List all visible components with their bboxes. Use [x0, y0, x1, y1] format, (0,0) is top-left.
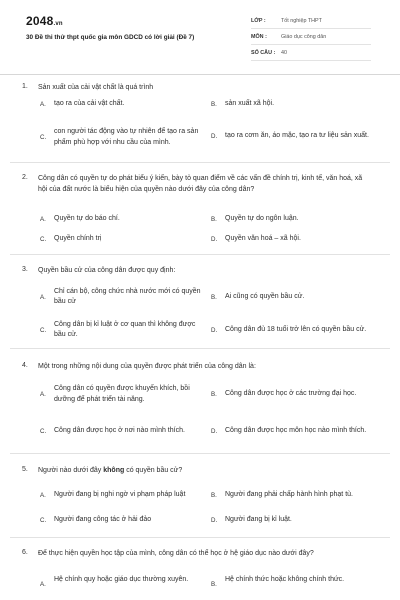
option-b[interactable]: [211, 383, 381, 405]
option-text: Quyền văn hoá – xã hội.: [225, 234, 301, 242]
option-letter: C.: [40, 235, 47, 243]
option-b[interactable]: [211, 575, 371, 597]
document-meta: [251, 13, 371, 61]
question-divider: [10, 348, 390, 349]
option-letter: A.: [40, 491, 46, 499]
option-letter: D.: [211, 326, 218, 334]
meta-key: MÔN :: [251, 33, 267, 40]
question-text-part: có quyền bầu cử?: [124, 467, 183, 474]
option-letter: D.: [211, 427, 218, 435]
option-letter: C.: [40, 326, 47, 334]
option-text: Hệ chính thức hoặc không chính thức.: [225, 576, 345, 583]
option-text: Người đang công tác ở hải đảo: [54, 515, 152, 523]
option-c[interactable]: [40, 121, 200, 154]
option-letter: A.: [40, 391, 46, 398]
option-letter: A.: [40, 581, 46, 588]
question-text: Công dân có quyền tự do phát biểu ý kiến, bày tỏ quan điểm về các vấn đề chính trị, kinh tế, văn hoá, xã hội của đất nước là biểu hiện của quyền nào dưới đây của công dân?: [38, 175, 363, 193]
option-text: Công dân được học ở nơi nào mình thích.: [54, 426, 185, 434]
option-letter: A.: [40, 101, 46, 108]
option-letter: C.: [40, 134, 47, 141]
option-text: Công dân đủ 18 tuổi trở lên có quyền bầu cử.: [225, 325, 367, 333]
option-d[interactable]: [211, 420, 381, 442]
meta-value: 40: [281, 49, 287, 56]
question-text: Một trong những nội dung của quyền được phát triển của công dân là:: [38, 363, 256, 370]
site-logo[interactable]: [26, 14, 63, 28]
meta-row-subject: [251, 29, 371, 45]
option-text: con người tác động vào tự nhiên để tạo ra sản phẩm phù hợp với nhu cầu của mình.: [54, 128, 199, 146]
option-text: Người đang phải chấp hành hình phạt tù.: [225, 490, 353, 498]
option-text: Công dân được học ở các trường đại học.: [225, 389, 357, 397]
meta-row-count: [251, 45, 371, 61]
option-a[interactable]: [40, 99, 190, 110]
option-c[interactable]: [40, 514, 200, 526]
option-d[interactable]: [211, 124, 376, 148]
option-a[interactable]: [40, 378, 200, 411]
question-emphasis: không: [103, 467, 125, 474]
question-divider: [10, 453, 390, 454]
question-text-part: Người nào dưới đây: [38, 467, 104, 474]
option-c[interactable]: [40, 319, 200, 341]
option-text: sản xuất xã hội.: [225, 100, 275, 108]
option-text: Chỉ cán bộ, công chức nhà nước mới có quyền bầu cử: [54, 287, 201, 305]
option-d[interactable]: [211, 514, 376, 526]
option-letter: B.: [211, 101, 217, 108]
meta-row-class: [251, 13, 371, 29]
question-number: 3.: [22, 266, 28, 273]
option-letter: D.: [211, 132, 218, 140]
option-letter: D.: [211, 516, 218, 524]
option-letter: D.: [211, 235, 218, 243]
question-divider: [10, 254, 390, 255]
question-number: 4.: [22, 362, 28, 369]
option-b[interactable]: [211, 99, 371, 110]
option-text: Quyền tự do ngôn luận.: [225, 214, 299, 222]
option-letter: B.: [211, 215, 217, 223]
question-text: [38, 466, 368, 477]
option-text: tạo ra của cải vật chất.: [54, 100, 125, 108]
option-d[interactable]: [211, 319, 381, 341]
option-a[interactable]: [40, 286, 205, 308]
option-letter: B.: [211, 581, 217, 588]
option-c[interactable]: [40, 233, 200, 245]
meta-value: Tốt nghiệp THPT: [281, 17, 322, 24]
question-text: Sản xuất của cải vật chất là quá trình: [38, 84, 154, 91]
option-text: Công dân bị kỉ luật ở cơ quan thì không được bầu cử.: [54, 320, 196, 338]
option-letter: B.: [211, 390, 217, 398]
option-letter: C.: [40, 516, 47, 524]
question-number: 1.: [22, 83, 28, 90]
option-text: Người đang bị kỉ luật.: [225, 515, 292, 523]
logo-tld: .vn: [53, 21, 63, 27]
question-number: 2.: [22, 174, 28, 181]
option-text: Người đang bị nghi ngờ vi phạm pháp luật: [54, 490, 186, 498]
option-letter: B.: [211, 293, 217, 301]
question-text: Để thực hiện quyền học tập của mình, công dân có thể học ở hệ giáo dục nào dưới đây?: [38, 550, 314, 557]
option-b[interactable]: [211, 213, 376, 225]
option-b[interactable]: [211, 484, 376, 506]
option-letter: A.: [40, 215, 46, 223]
question-divider: [10, 162, 390, 163]
logo-text: 2048: [26, 14, 54, 28]
meta-key: LỚP :: [251, 17, 266, 24]
option-a[interactable]: [40, 484, 200, 506]
option-text: Quyền tự do báo chí.: [54, 214, 120, 222]
document-title: 30 Đề thi thử thpt quốc gia môn GDCD có lời giải (Đề 7): [26, 34, 195, 41]
option-d[interactable]: [211, 233, 376, 245]
option-b[interactable]: [211, 291, 376, 303]
option-text: Công dân được học môn học nào mình thích.: [225, 426, 367, 434]
question-divider: [10, 537, 390, 538]
question-number: 5.: [22, 466, 28, 473]
option-text: Hệ chính quy hoặc giáo dục thường xuyên.: [54, 576, 189, 583]
question-number: 6.: [22, 549, 28, 556]
option-text: Quyền chính trị: [54, 234, 102, 242]
meta-value: Giáo dục công dân: [281, 33, 327, 40]
option-text: tạo ra cơm ăn, áo mặc, tạo ra tư liệu sản xuất.: [225, 131, 369, 139]
option-c[interactable]: [40, 420, 200, 442]
option-a[interactable]: [40, 213, 200, 225]
option-letter: B.: [211, 491, 217, 499]
question-text: Quyền bầu cử của công dân được quy định:: [38, 267, 176, 274]
option-a[interactable]: [40, 575, 200, 597]
meta-key: SỐ CÂU :: [251, 49, 276, 56]
document-header: [0, 0, 400, 75]
option-text: Ai cũng có quyền bầu cử.: [225, 292, 305, 300]
option-letter: A.: [40, 293, 46, 301]
option-letter: C.: [40, 427, 47, 435]
option-text: Công dân có quyền được khuyến khích, bồi dưỡng để phát triển tài năng.: [54, 385, 190, 403]
